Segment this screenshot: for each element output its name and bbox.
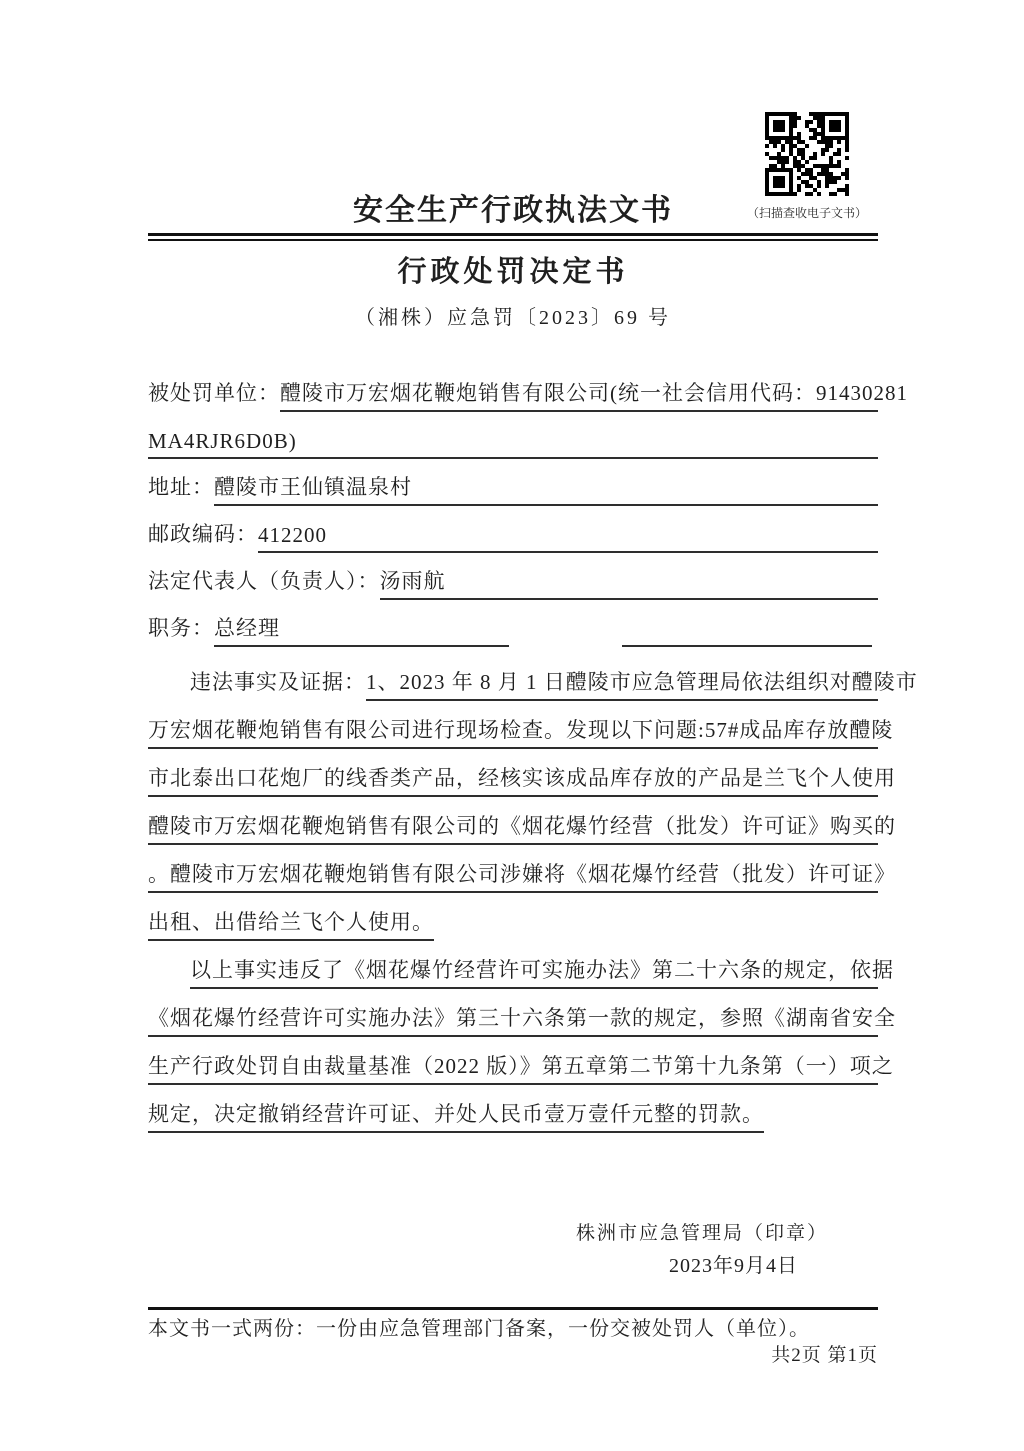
qr-caption: （扫描查收电子文书） <box>746 206 867 220</box>
footer-rule <box>148 1307 878 1310</box>
facts-text: 。醴陵市万宏烟花鞭炮销售有限公司涉嫌将《烟花爆竹经营（批发）许可证》 <box>148 858 878 893</box>
issuing-agency: 株洲市应急管理局（印章） <box>575 1223 828 1244</box>
page-footer <box>148 1307 878 1368</box>
facts-label: 违法事实及证据： <box>190 670 366 694</box>
decision-text: 规定，决定撤销经营许可证、并处人民币壹万壹仟元整的罚款。 <box>148 1098 764 1133</box>
document-content <box>148 0 918 1368</box>
postcode-label: 邮政编码： <box>148 522 258 546</box>
decision-line <box>148 989 896 1037</box>
facts-paragraph <box>148 653 918 941</box>
position-label: 职务： <box>148 616 214 640</box>
penalized-unit-value: 醴陵市万宏烟花鞭炮销售有限公司(统一社会信用代码：91430281 <box>280 377 878 412</box>
field-penalized-unit-cont <box>148 412 878 459</box>
decision-line <box>148 1037 894 1085</box>
facts-line <box>148 653 918 701</box>
facts-line <box>148 797 896 845</box>
footer-note: 本文书一式两份：一份由应急管理部门备案，一份交被处罚人（单位）。 <box>148 1318 810 1340</box>
facts-line <box>148 893 878 941</box>
signature-block <box>148 1221 878 1279</box>
field-address <box>148 459 878 506</box>
facts-line <box>148 845 896 893</box>
facts-line <box>148 701 894 749</box>
facts-text: 出租、出借给兰飞个人使用。 <box>148 906 434 941</box>
decision-paragraph <box>148 941 896 1133</box>
field-legal-rep <box>148 553 878 600</box>
facts-text: 万宏烟花鞭炮销售有限公司进行现场检查。发现以下问题:57#成品库存放醴陵 <box>148 714 878 749</box>
address-value: 醴陵市王仙镇温泉村 <box>214 471 878 506</box>
decision-line <box>148 1085 878 1133</box>
form-fields <box>148 365 908 647</box>
decision-text: 《烟花爆竹经营许可实施办法》第三十六条第一款的规定，参照《湖南省安全 <box>148 1002 878 1037</box>
decision-line <box>148 941 894 989</box>
decision-text: 以上事实违反了《烟花爆竹经营许可实施办法》第二十六条的规定，依据 <box>190 954 878 989</box>
legal-rep-label: 法定代表人（负责人）： <box>148 569 380 593</box>
position-blank-line <box>622 645 872 647</box>
header-double-rule <box>148 233 878 241</box>
facts-text: 1、2023 年 8 月 1 日醴陵市应急管理局依法组织对醴陵市 <box>366 666 878 701</box>
issue-date: 2023年9月4日 <box>669 1255 798 1277</box>
doc-number: （湘株）应急罚〔2023〕69 号 <box>355 307 671 329</box>
position-value: 总经理 <box>214 612 509 647</box>
field-penalized-unit <box>148 365 908 412</box>
penalized-unit-label: 被处罚单位： <box>148 381 280 405</box>
penalized-unit-value-cont: MA4RJR6D0B) <box>148 429 878 459</box>
legal-rep-value: 汤雨航 <box>380 565 879 600</box>
facts-text: 市北泰出口花炮厂的线香类产品，经核实该成品库存放的产品是兰飞个人使用 <box>148 762 878 797</box>
facts-line <box>148 749 896 797</box>
address-label: 地址： <box>148 475 214 499</box>
series-title: 安全生产行政执法文书 <box>353 194 673 227</box>
doc-title: 行政处罚决定书 <box>397 256 629 288</box>
field-position <box>148 600 878 647</box>
postcode-value: 412200 <box>258 523 878 553</box>
page-indicator: 共2页 第1页 <box>771 1345 878 1366</box>
decision-text: 生产行政处罚自由裁量基准（2022 版）》第五章第二节第十九条第（一）项之 <box>148 1050 878 1085</box>
facts-text: 醴陵市万宏烟花鞭炮销售有限公司的《烟花爆竹经营（批发）许可证》购买的 <box>148 810 878 845</box>
field-postcode <box>148 506 878 553</box>
